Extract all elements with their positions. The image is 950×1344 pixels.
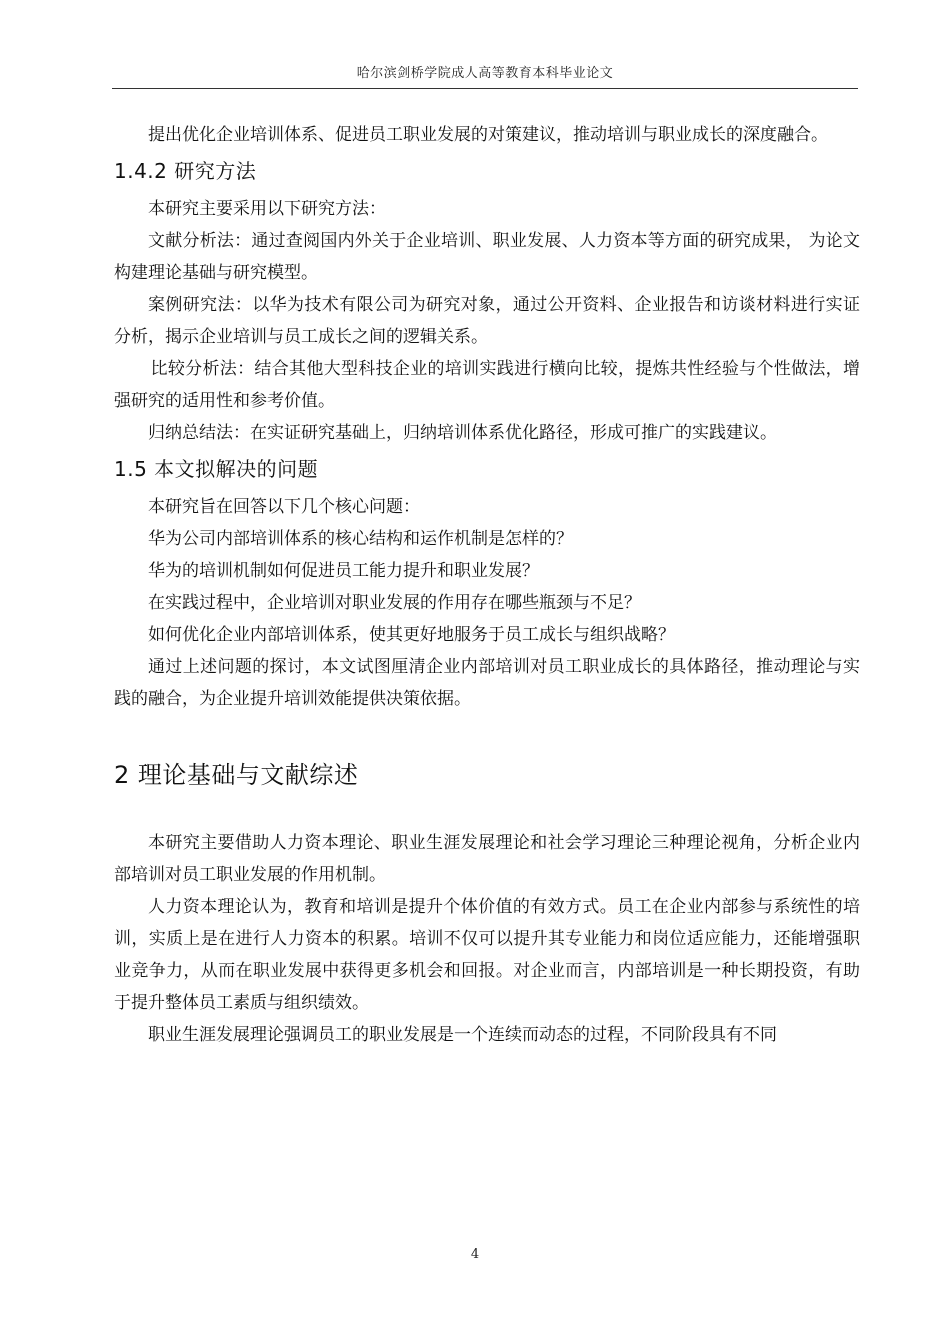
page-number: 4 <box>470 1247 480 1262</box>
paragraph: 本研究旨在回答以下几个核心问题： <box>148 497 420 517</box>
paragraph-literature-method: 文献分析法：通过查阅国内外关于企业培训、职业发展、人力资本等方面的研究成果， 为论文构建理论基础与研究模型。 <box>114 231 860 283</box>
paragraph: 提出优化企业培训体系、促进员工职业发展的对策建议，推动培训与职业成长的深度融合。 <box>148 125 828 145</box>
running-header: 哈尔滨剑桥学院成人高等教育本科毕业论文 <box>356 66 614 81</box>
paragraph-case-method: 案例研究法：以华为技术有限公司为研究对象，通过公开资料、企业报告和访谈材料进行实证分析，揭示企业培训与员工成长之间的逻辑关系。 <box>114 295 860 347</box>
chapter-heading-2: 2 理论基础与文献综述 <box>114 761 359 789</box>
paragraph-career-development: 职业生涯发展理论强调员工的职业发展是一个连续而动态的过程，不同阶段具有不同 <box>148 1025 777 1045</box>
paragraph-induction-method: 归纳总结法：在实证研究基础上，归纳培训体系优化路径，形成可推广的实践建议。 <box>148 423 777 443</box>
section-heading-1-5: 1.5 本文拟解决的问题 <box>114 457 319 481</box>
question-item: 华为的培训机制如何促进员工能力提升和职业发展？ <box>148 561 539 581</box>
section-heading-1-4-2: 1.4.2 研究方法 <box>114 159 257 183</box>
page-body <box>114 119 860 1051</box>
paragraph: 本研究主要采用以下研究方法： <box>148 199 386 219</box>
question-item: 华为公司内部培训体系的核心结构和运作机制是怎样的？ <box>148 529 573 549</box>
header-divider <box>112 88 858 89</box>
paragraph-comparison-method: 比较分析法：结合其他大型科技企业的培训实践进行横向比较，提炼共性经验与个性做法，增强研究的适用性和参考价值。 <box>114 359 860 411</box>
paragraph-human-capital: 人力资本理论认为，教育和培训是提升个体价值的有效方式。员工在企业内部参与系统性的培训，实质上是在进行人力资本的积累。培训不仅可以提升其专业能力和岗位适应能力，还能增强职业竞争力，从而在职业发展中获得更多机会和回报。对企业而言，内部培训是一种长期投资，有助于提升整体员工素质与组织绩效。 <box>114 897 860 1013</box>
paragraph: 本研究主要借助人力资本理论、职业生涯发展理论和社会学习理论三种理论视角，分析企业内部培训对员工职业发展的作用机制。 <box>114 833 860 885</box>
question-item: 在实践过程中，企业培训对职业发展的作用存在哪些瓶颈与不足？ <box>148 593 641 613</box>
paragraph: 通过上述问题的探讨，本文试图厘清企业内部培训对员工职业成长的具体路径，推动理论与实践的融合，为企业提升培训效能提供决策依据。 <box>114 657 860 709</box>
question-item: 如何优化企业内部培训体系，使其更好地服务于员工成长与组织战略？ <box>148 625 675 645</box>
